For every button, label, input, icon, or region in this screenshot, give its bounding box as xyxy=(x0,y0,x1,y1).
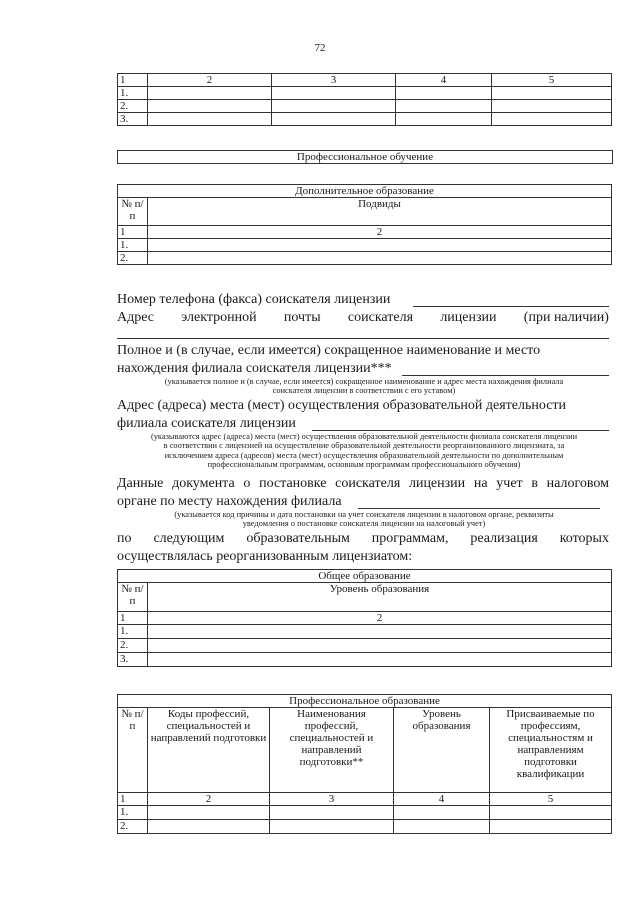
phone-label: Номер телефона (факса) соискателя лицензии xyxy=(117,292,391,307)
table-row xyxy=(118,625,612,639)
column-header-level: Уровень образования xyxy=(394,708,490,793)
table-row xyxy=(118,87,612,100)
additional-education-table xyxy=(117,184,612,265)
page-number: 72 xyxy=(314,42,326,54)
activity-address-field xyxy=(312,416,609,431)
table-cell: 1 xyxy=(118,74,148,87)
row-number: 2. xyxy=(118,639,148,653)
column-header-codes: Коды профессий, специальностей и направлений подготовки xyxy=(148,708,270,793)
column-header-number: № п/п xyxy=(118,198,148,226)
row-number: 1. xyxy=(118,806,148,820)
activity-address-note: (указываются адрес (адреса) места (мест) осуществления образовательной деятельности филиала соискателя лицензии в соответствии с лицензией на осуществление образовательной деятельности реорганизованного лицензиата, за исключением адреса (адресов) места (мест) осуществления образовательной деятельности по дополнительным профессиональным программам, основным программам профессионального обучения) xyxy=(150,432,578,470)
table-cell: 4 xyxy=(394,793,490,806)
email-word: лицензии xyxy=(440,310,497,325)
top-table xyxy=(117,73,612,126)
programs-word: по xyxy=(117,531,132,546)
table-cell: 1 xyxy=(118,612,148,625)
table-row xyxy=(118,252,612,265)
row-number: 1. xyxy=(118,239,148,252)
row-number: 2. xyxy=(118,252,148,265)
tax-line1: Данные документа о постановке соискателя лицензии на учет в налоговом xyxy=(117,476,609,491)
email-word: электронной xyxy=(181,310,257,325)
table-cell: 2 xyxy=(148,226,612,239)
programs-word: образовательным xyxy=(246,531,350,546)
row-number: 1. xyxy=(118,625,148,639)
branch-name-line1: Полное и (в случае, если имеется) сокращенное наименование и место xyxy=(117,343,541,358)
column-header-subtypes: Подвиды xyxy=(148,198,612,226)
table-cell: 5 xyxy=(492,74,612,87)
programs-word: которых xyxy=(559,531,609,546)
general-education-table xyxy=(117,569,612,667)
programs-word: программам, xyxy=(371,531,449,546)
table-row xyxy=(118,100,612,113)
programs-word: следующим xyxy=(153,531,225,546)
row-number: 1. xyxy=(118,87,148,100)
row-number: 2. xyxy=(118,100,148,113)
tax-note: (указывается код причины и дата постановки на учет соискателя лицензии в налоговом органе, реквизиты уведомления о постановке соискателя лицензии на налоговый учет) xyxy=(174,510,554,529)
section-professional-training: Профессиональное обучение xyxy=(117,150,613,164)
branch-name-line2: нахождения филиала соискателя лицензии*** xyxy=(117,361,392,376)
table-cell: 1 xyxy=(118,226,148,239)
activity-address-line2: филиала соискателя лицензии xyxy=(117,416,296,431)
table-row xyxy=(118,239,612,252)
table-row xyxy=(118,806,612,820)
table-cell: 2 xyxy=(148,793,270,806)
table-row xyxy=(118,820,612,834)
column-header-number: № п/п xyxy=(118,708,148,793)
table-row xyxy=(118,639,612,653)
table-cell: 3 xyxy=(270,793,394,806)
programs-line1 xyxy=(117,531,609,547)
column-header-qualifications: Присваиваемые по профессиям, специальностям и направлениям подготовки квалификации xyxy=(490,708,612,793)
table-cell: 2 xyxy=(148,612,612,625)
table-row xyxy=(118,653,612,667)
column-header-number: № п/п xyxy=(118,583,148,612)
row-number: 2. xyxy=(118,820,148,834)
tax-field xyxy=(358,494,600,509)
programs-line2: осуществлялась реорганизованным лицензиатом: xyxy=(117,549,413,564)
tax-line2: органе по месту нахождения филиала xyxy=(117,494,342,509)
table-title: Профессиональное образование xyxy=(118,695,612,708)
programs-word: реализация xyxy=(470,531,538,546)
email-word: (при наличии) xyxy=(523,310,609,325)
row-number: 3. xyxy=(118,653,148,667)
table-cell: 3 xyxy=(272,74,396,87)
activity-address-line1: Адрес (адреса) места (мест) осуществления образовательной деятельности xyxy=(117,398,567,413)
email-word: почты xyxy=(283,310,321,325)
email-word: соискателя xyxy=(347,310,414,325)
branch-name-field xyxy=(402,361,609,376)
row-number: 3. xyxy=(118,113,148,126)
professional-education-table xyxy=(117,694,612,834)
table-cell: 5 xyxy=(490,793,612,806)
table-cell: 4 xyxy=(396,74,492,87)
table-title: Общее образование xyxy=(118,570,612,583)
phone-field xyxy=(413,292,609,307)
branch-name-note: (указывается полное и (в случае, если имеется) сокращенное наименование и адрес места нахождения филиала соискателя лицензии в соответствии с его уставом) xyxy=(164,377,564,396)
table-title: Дополнительное образование xyxy=(118,185,612,198)
table-cell: 1 xyxy=(118,793,148,806)
column-header-level: Уровень образования xyxy=(148,583,612,612)
email-word: Адрес xyxy=(117,310,155,325)
table-cell: 2 xyxy=(148,74,272,87)
table-row xyxy=(118,113,612,126)
email-field xyxy=(117,324,609,339)
column-header-names: Наименования профессий, специальностей и направлений подготовки** xyxy=(270,708,394,793)
